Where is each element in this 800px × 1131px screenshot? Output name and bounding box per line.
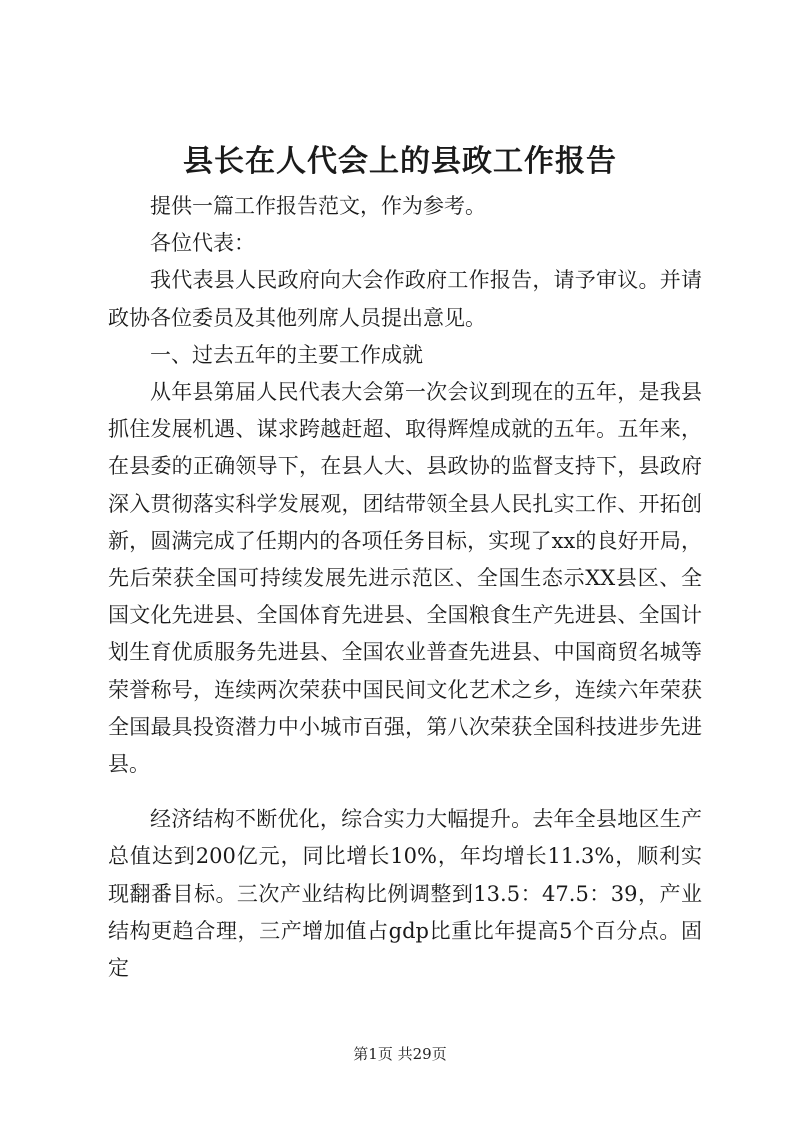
paragraph-report-request: 我代表县人民政府向大会作政府工作报告，请予审议。并请政协各位委员及其他列席人员提出意见。	[108, 268, 702, 330]
page-number-footer: 第1页 共29页	[353, 1045, 447, 1063]
paragraph-achievements: 从年县第届人民代表大会第一次会议到现在的五年，是我县抓住发展机遇、谋求跨越赶超、取得辉煌成就的五年。五年来，在县委的正确领导下，在县人大、县政协的监督支持下，县政府深入贯彻落实科学发展观，团结带领全县人民扎实工作、开拓创新，圆满完成了任期内的各项任务目标，实现了xx的良好开局，先后荣获全国可持续发展先进示范区、全国生态示XX县区、全国文化先进县、全国体育先进县、全国粮食生产先进县、全国计划生育优质服务先进县、全国农业普查先进县、中国商贸名城等荣誉称号，连续两次荣获中国民间文化艺术之乡，连续六年荣获全国最具投资潜力中小城市百强，第八次荣获全国科技进步先进县。	[108, 380, 702, 777]
paragraph-salutation: 各位代表：	[150, 231, 255, 256]
document-body	[108, 188, 702, 987]
document-title: 县长在人代会上的县政工作报告	[183, 144, 617, 179]
paragraph-intro: 提供一篇工作报告范文，作为参考。	[150, 194, 486, 218]
section-heading: 一、过去五年的主要工作成就	[150, 342, 423, 367]
paragraph-economy: 经济结构不断优化，综合实力大幅提升。去年全县地区生产总值达到200亿元，同比增长10%，年均增长11.3%，顺利实现翻番目标。三次产业结构比例调整到13.5：47.5：39，产业结构更趋合理，三产增加值占gdp比重比年提高5个百分点。固定	[108, 807, 702, 981]
